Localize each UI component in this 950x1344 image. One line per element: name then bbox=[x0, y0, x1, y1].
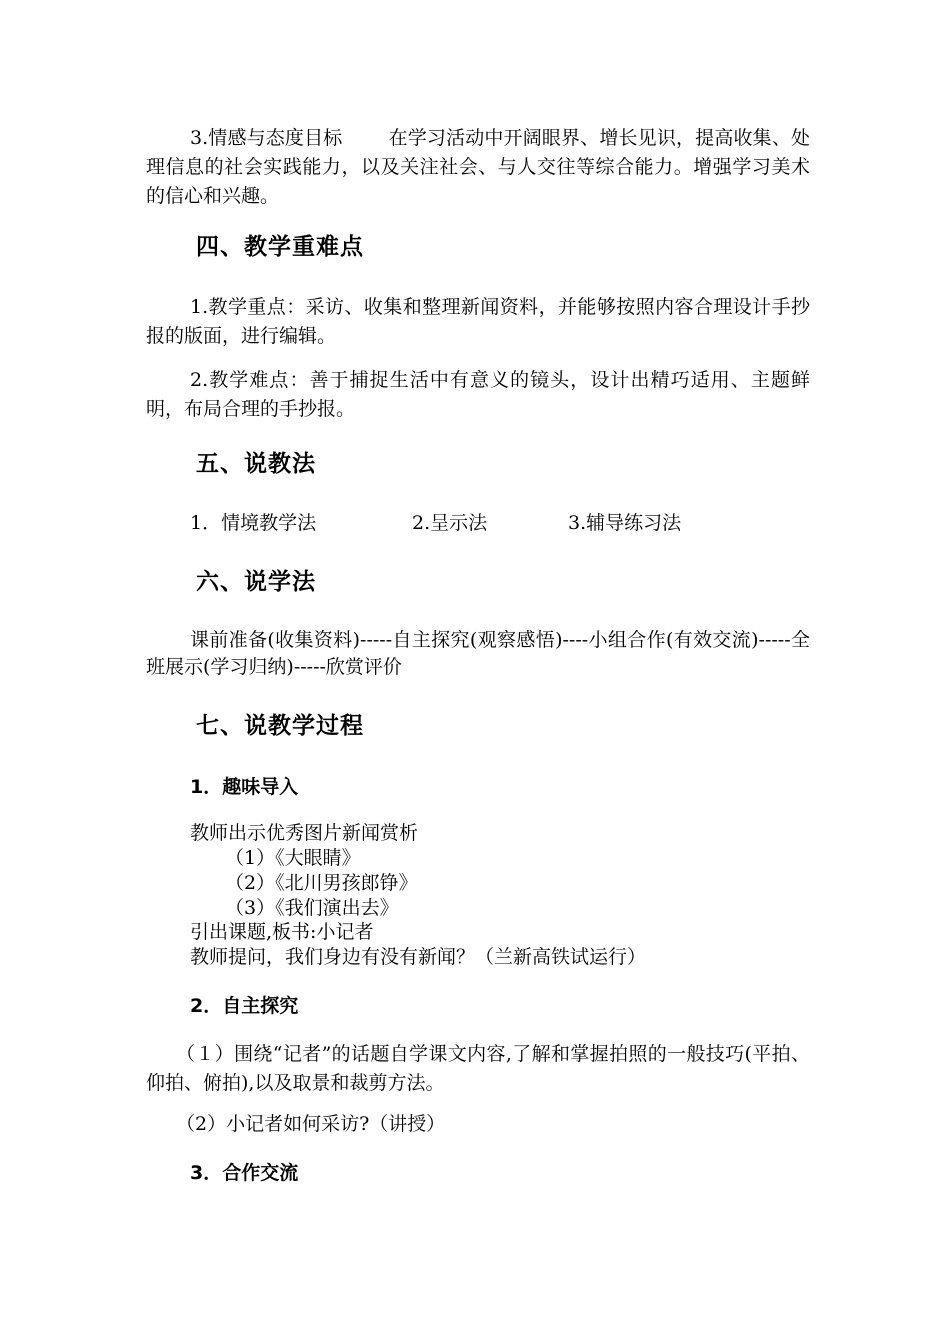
step-2-paragraph-1: （１）围绕“记者”的话题自学课文内容,了解和掌握拍照的一般技巧(平拍、仰拍、俯拍),以及取景和裁剪方法。 bbox=[146, 1043, 810, 1094]
step-1-line: 教师提问，我们身边有没有新闻？（兰新高铁试运行） bbox=[190, 946, 647, 968]
step-1-line: 教师出示优秀图片新闻赏析 bbox=[190, 822, 419, 844]
step-1-heading: 1．趣味导入 bbox=[190, 776, 299, 798]
section-4-point-1: 1.教学重点：采访、收集和整理新闻资料，并能够按照内容合理设计手抄报的版面，进行编辑。 bbox=[146, 296, 810, 347]
step-2-heading: 2．自主探究 bbox=[190, 995, 299, 1017]
learning-method-flow: 课前准备(收集资料)-----自主探究(观察感悟)----小组合作(有效交流)-----全班展示(学习归纳)-----欣赏评价 bbox=[146, 629, 810, 678]
method-2: 2.呈示法 bbox=[412, 512, 488, 534]
method-3: 3.辅导练习法 bbox=[568, 512, 682, 534]
step-1-line: （2）《北川男孩郎铮》 bbox=[225, 872, 418, 894]
section-5-heading: 五、说教法 bbox=[196, 451, 316, 477]
method-1: 1．情境教学法 bbox=[190, 512, 317, 534]
section-7-heading: 七、说教学过程 bbox=[196, 713, 364, 739]
objective-3-label: 3.情感与态度目标 bbox=[190, 127, 343, 149]
objective-3-text: 在学习活动中开阔眼界、增长见识，提高收集、处理信息的社会实践能力，以及关注社会、与人交往等综合能力。增强学习美术的信心和兴趣。 bbox=[146, 127, 810, 207]
step-2-paragraph-2: （2）小记者如何采访?（讲授） bbox=[176, 1113, 446, 1135]
step-1-line: （3）《我们演出去》 bbox=[225, 897, 399, 919]
section-4-heading: 四、教学重难点 bbox=[196, 234, 364, 260]
section-6-heading: 六、说学法 bbox=[196, 569, 316, 595]
step-1-line: （1）《大眼睛》 bbox=[225, 847, 361, 869]
step-1-line: 引出课题,板书:小记者 bbox=[190, 921, 374, 943]
section-4-point-2: 2.教学难点：善于捕捉生活中有意义的镜头，设计出精巧适用、主题鲜明，布局合理的手抄报。 bbox=[146, 369, 810, 420]
step-3-heading: 3．合作交流 bbox=[190, 1162, 299, 1184]
objective-3-paragraph bbox=[146, 124, 810, 211]
